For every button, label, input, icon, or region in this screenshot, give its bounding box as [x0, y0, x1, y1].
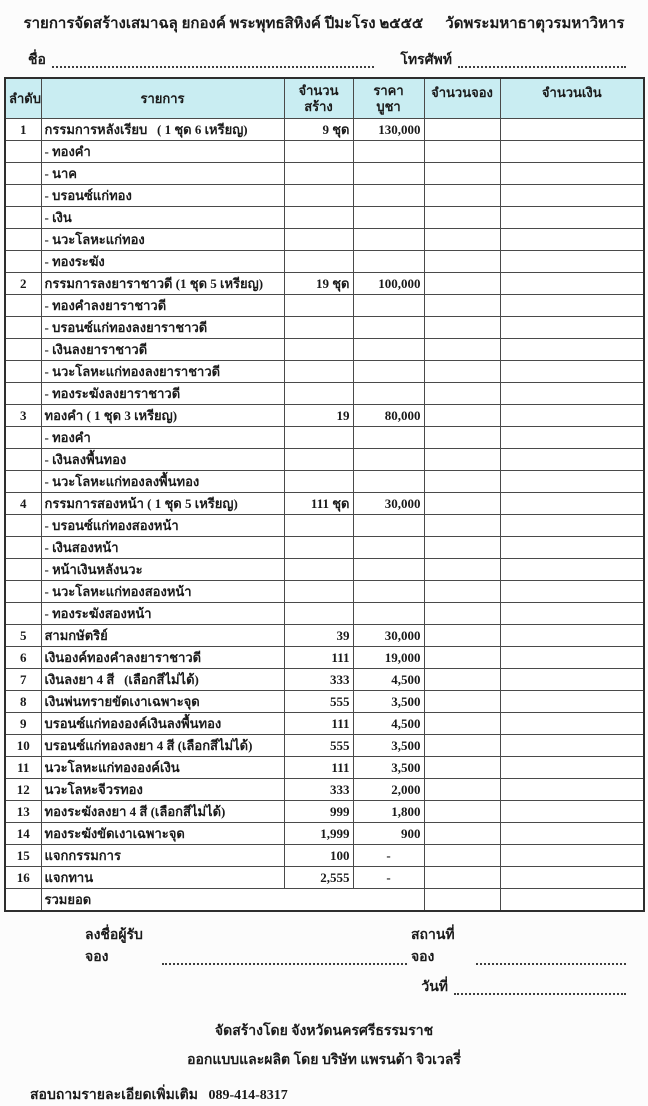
reserve-cell: [424, 493, 500, 515]
reserve-cell: [424, 581, 500, 603]
order-table-rows: [5, 119, 644, 912]
item-cell: - ทองคำ: [41, 427, 284, 449]
total-label: รวมยอด: [41, 889, 424, 912]
amount-cell: [500, 471, 644, 493]
reserve-cell: [424, 339, 500, 361]
reserve-cell: [424, 603, 500, 625]
header-item: รายการ: [41, 78, 284, 119]
amount-cell: [500, 691, 644, 713]
seq-cell: 9: [5, 713, 41, 735]
price-cell: [353, 515, 424, 537]
price-cell: [353, 361, 424, 383]
table-row: [5, 295, 644, 317]
item-cell: สามกษัตริย์: [41, 625, 284, 647]
seq-cell: [5, 141, 41, 163]
qty-cell: 19: [284, 405, 353, 427]
amount-cell: [500, 537, 644, 559]
item-cell: แจกกรรมการ: [41, 845, 284, 867]
reserve-cell: [424, 295, 500, 317]
table-row: [5, 361, 644, 383]
table-row: [5, 229, 644, 251]
qty-cell: [284, 207, 353, 229]
seq-cell: 6: [5, 647, 41, 669]
seq-cell: 16: [5, 867, 41, 889]
reserve-cell: [424, 559, 500, 581]
seq-cell: 12: [5, 779, 41, 801]
date-line: [85, 976, 630, 998]
amount-cell: [500, 889, 644, 912]
seq-cell: [5, 361, 41, 383]
reserve-cell: [424, 229, 500, 251]
reserve-cell: [424, 273, 500, 295]
price-cell: [353, 603, 424, 625]
contact-label: สอบถามรายละเอียดเพิ่มเติม: [30, 1088, 198, 1103]
reserve-cell: [424, 427, 500, 449]
amount-cell: [500, 647, 644, 669]
qty-cell: 333: [284, 779, 353, 801]
seq-cell: 1: [5, 119, 41, 141]
reserve-cell: [424, 757, 500, 779]
seq-cell: 11: [5, 757, 41, 779]
table-row: [5, 317, 644, 339]
item-cell: นวะโลหะจีวรทอง: [41, 779, 284, 801]
amount-cell: [500, 625, 644, 647]
reserve-cell: [424, 361, 500, 383]
phone-fill-line: [458, 65, 626, 68]
table-row: [5, 163, 644, 185]
table-row: [5, 185, 644, 207]
qty-cell: 39: [284, 625, 353, 647]
seq-cell: [5, 207, 41, 229]
price-cell: 3,500: [353, 757, 424, 779]
price-cell: [353, 141, 424, 163]
item-cell: - เงินลงพื้นทอง: [41, 449, 284, 471]
price-cell: [353, 427, 424, 449]
qty-cell: 555: [284, 691, 353, 713]
amount-cell: [500, 867, 644, 889]
item-cell: เงินองค์ทองคำลงยาราชาวดี: [41, 647, 284, 669]
reserve-cell: [424, 119, 500, 141]
price-cell: [353, 317, 424, 339]
qty-cell: 111: [284, 713, 353, 735]
seq-cell: [5, 581, 41, 603]
price-cell: [353, 537, 424, 559]
seq-cell: 8: [5, 691, 41, 713]
reserve-cell: [424, 141, 500, 163]
qty-cell: [284, 361, 353, 383]
qty-cell: [284, 449, 353, 471]
reserve-cell: [424, 251, 500, 273]
amount-cell: [500, 823, 644, 845]
item-cell: - บรอนซ์แก่ทองสองหน้า: [41, 515, 284, 537]
table-row: [5, 383, 644, 405]
reserve-cell: [424, 647, 500, 669]
seq-cell: [5, 185, 41, 207]
reserve-cell: [424, 845, 500, 867]
table-row: [5, 581, 644, 603]
seq-cell: [5, 559, 41, 581]
amount-cell: [500, 119, 644, 141]
table-row: [5, 603, 644, 625]
amount-cell: [500, 757, 644, 779]
qty-cell: [284, 251, 353, 273]
seq-cell: 13: [5, 801, 41, 823]
amount-cell: [500, 163, 644, 185]
amount-cell: [500, 295, 644, 317]
reserve-cell: [424, 867, 500, 889]
price-cell: [353, 295, 424, 317]
item-cell: เงินลงยา 4 สี (เลือกสีไม่ได้): [41, 669, 284, 691]
header-qty-line2: สร้าง: [304, 98, 333, 114]
price-cell: 4,500: [353, 669, 424, 691]
price-cell: 30,000: [353, 625, 424, 647]
seq-cell: [5, 317, 41, 339]
qty-cell: [284, 603, 353, 625]
price-cell: [353, 163, 424, 185]
item-cell: - ทองระฆัง: [41, 251, 284, 273]
amount-cell: [500, 735, 644, 757]
reserve-cell: [424, 163, 500, 185]
item-cell: - ทองคำ: [41, 141, 284, 163]
qty-cell: 9 ชุด: [284, 119, 353, 141]
item-cell: - นวะโลหะแก่ทองลงพื้นทอง: [41, 471, 284, 493]
name-fill-line: [52, 65, 374, 68]
designed-by-line: ออกแบบและผลิต โดย บริษัท แพรนด้า จิวเวลรี่: [187, 1053, 461, 1068]
table-row: [5, 559, 644, 581]
price-cell: -: [353, 845, 424, 867]
table-row: [5, 669, 644, 691]
seq-cell: [5, 471, 41, 493]
qty-cell: [284, 383, 353, 405]
table-row: [5, 757, 644, 779]
item-cell: - บรอนซ์แก่ทอง: [41, 185, 284, 207]
qty-cell: [284, 427, 353, 449]
header-reserve: จำนวนจอง: [424, 78, 500, 119]
price-cell: [353, 581, 424, 603]
seq-cell: 3: [5, 405, 41, 427]
price-cell: 80,000: [353, 405, 424, 427]
reserve-cell: [424, 669, 500, 691]
reserve-cell: [424, 779, 500, 801]
seq-cell: 2: [5, 273, 41, 295]
price-cell: 1,800: [353, 801, 424, 823]
item-cell: กรรมการสองหน้า ( 1 ชุด 5 เหรียญ): [41, 493, 284, 515]
title-temple: วัดพระมหาธาตุวรมหาวิหาร: [445, 16, 625, 32]
seq-cell: [5, 383, 41, 405]
qty-cell: [284, 163, 353, 185]
table-row: [5, 449, 644, 471]
item-cell: - ทองคำลงยาราชาวดี: [41, 295, 284, 317]
total-row: [5, 889, 644, 912]
price-cell: 130,000: [353, 119, 424, 141]
amount-cell: [500, 581, 644, 603]
date-fill-line: [454, 992, 626, 995]
reserve-cell: [424, 383, 500, 405]
seq-cell: [5, 339, 41, 361]
header-row: [5, 78, 644, 119]
price-cell: 3,500: [353, 735, 424, 757]
seq-cell: [5, 427, 41, 449]
header-qty: [284, 78, 353, 119]
made-by-line: จัดสร้างโดย จังหวัดนครศรีธรรมราช: [214, 1024, 434, 1039]
amount-cell: [500, 493, 644, 515]
qty-cell: 19 ชุด: [284, 273, 353, 295]
reserve-cell: [424, 515, 500, 537]
header-price: [353, 78, 424, 119]
item-cell: กรรมการหลังเรียบ ( 1 ชุด 6 เหรียญ): [41, 119, 284, 141]
price-cell: 3,500: [353, 691, 424, 713]
qty-cell: [284, 515, 353, 537]
reserve-cell: [424, 317, 500, 339]
sign-fill-line: [162, 962, 407, 965]
amount-cell: [500, 801, 644, 823]
place-label: สถานที่จอง: [410, 928, 455, 965]
reserve-cell: [424, 405, 500, 427]
table-row: [5, 515, 644, 537]
amount-cell: [500, 383, 644, 405]
price-cell: 30,000: [353, 493, 424, 515]
table-row: [5, 713, 644, 735]
qty-cell: [284, 559, 353, 581]
item-cell: เงินพ่นทรายขัดเงาเฉพาะจุด: [41, 691, 284, 713]
table-row: [5, 405, 644, 427]
table-row: [5, 119, 644, 141]
item-cell: - ทองระฆังสองหน้า: [41, 603, 284, 625]
amount-cell: [500, 229, 644, 251]
amount-cell: [500, 141, 644, 163]
table-row: [5, 845, 644, 867]
price-cell: [353, 207, 424, 229]
item-cell: บรอนซ์แก่ทองลงยา 4 สี (เลือกสีไม่ได้): [41, 735, 284, 757]
seq-cell: [5, 449, 41, 471]
reserve-cell: [424, 625, 500, 647]
amount-cell: [500, 273, 644, 295]
signature-line: [85, 924, 630, 968]
amount-cell: [500, 185, 644, 207]
table-row: [5, 823, 644, 845]
seq-cell: 14: [5, 823, 41, 845]
seq-cell: [5, 251, 41, 273]
item-cell: - บรอนซ์แก่ทองลงยาราชาวดี: [41, 317, 284, 339]
place-fill-line: [476, 962, 626, 965]
amount-cell: [500, 515, 644, 537]
qty-cell: 2,555: [284, 867, 353, 889]
table-row: [5, 691, 644, 713]
header-seq: ลำดับ: [5, 78, 41, 119]
amount-cell: [500, 251, 644, 273]
document-page: [0, 11, 648, 1103]
order-table: [4, 77, 645, 912]
qty-cell: [284, 317, 353, 339]
table-row: [5, 867, 644, 889]
price-cell: 100,000: [353, 273, 424, 295]
qty-cell: [284, 229, 353, 251]
table-row: [5, 471, 644, 493]
table-row: [5, 251, 644, 273]
reserve-cell: [424, 471, 500, 493]
qty-cell: 100: [284, 845, 353, 867]
item-cell: นวะโลหะแก่ทององค์เงิน: [41, 757, 284, 779]
table-row: [5, 647, 644, 669]
item-cell: บรอนซ์แก่ทององค์เงินลงพื้นทอง: [41, 713, 284, 735]
seq-cell: 15: [5, 845, 41, 867]
price-cell: 2,000: [353, 779, 424, 801]
seq-cell: [5, 537, 41, 559]
table-row: [5, 625, 644, 647]
qty-cell: 111: [284, 757, 353, 779]
seq-cell: 10: [5, 735, 41, 757]
header-qty-line1: จำนวน: [298, 82, 339, 98]
reserve-cell: [424, 801, 500, 823]
item-cell: ทองคำ ( 1 ชุด 3 เหรียญ): [41, 405, 284, 427]
price-cell: [353, 185, 424, 207]
header-price-line2: บูชา: [376, 98, 401, 114]
price-cell: [353, 471, 424, 493]
contact-spacer: [198, 1088, 209, 1103]
reserve-cell: [424, 735, 500, 757]
name-phone-line: [28, 49, 630, 71]
order-table-header: [5, 78, 644, 119]
seq-cell: [5, 603, 41, 625]
qty-cell: [284, 471, 353, 493]
table-row: [5, 427, 644, 449]
table-row: [5, 207, 644, 229]
qty-cell: [284, 141, 353, 163]
reserve-cell: [424, 449, 500, 471]
item-cell: แจกทาน: [41, 867, 284, 889]
item-cell: - นวะโลหะแก่ทองสองหน้า: [41, 581, 284, 603]
table-row: [5, 801, 644, 823]
price-cell: 900: [353, 823, 424, 845]
header-amount: จำนวนเงิน: [500, 78, 644, 119]
contact-line: [30, 1084, 648, 1106]
header-price-line1: ราคา: [373, 82, 404, 98]
item-cell: ทองระฆังขัดเงาเฉพาะจุด: [41, 823, 284, 845]
table-row: [5, 735, 644, 757]
amount-cell: [500, 427, 644, 449]
reserve-cell: [424, 207, 500, 229]
qty-cell: [284, 185, 353, 207]
page-title: [0, 11, 648, 35]
table-row: [5, 537, 644, 559]
amount-cell: [500, 405, 644, 427]
amount-cell: [500, 207, 644, 229]
seq-cell: [5, 889, 41, 912]
qty-cell: 555: [284, 735, 353, 757]
reserve-cell: [424, 713, 500, 735]
qty-cell: 111: [284, 647, 353, 669]
reserve-cell: [424, 823, 500, 845]
table-row: [5, 141, 644, 163]
amount-cell: [500, 339, 644, 361]
qty-cell: 999: [284, 801, 353, 823]
price-cell: -: [353, 867, 424, 889]
item-cell: - เงินลงยาราชาวดี: [41, 339, 284, 361]
qty-cell: [284, 295, 353, 317]
amount-cell: [500, 449, 644, 471]
item-cell: - หน้าเงินหลังนวะ: [41, 559, 284, 581]
reserve-cell: [424, 537, 500, 559]
name-label: ชื่อ: [28, 53, 46, 68]
amount-cell: [500, 603, 644, 625]
qty-cell: [284, 581, 353, 603]
item-cell: - นวะโลหะแก่ทองลงยาราชาวดี: [41, 361, 284, 383]
reserve-cell: [424, 691, 500, 713]
amount-cell: [500, 713, 644, 735]
table-row: [5, 339, 644, 361]
price-cell: 4,500: [353, 713, 424, 735]
amount-cell: [500, 779, 644, 801]
amount-cell: [500, 669, 644, 691]
item-cell: - นวะโลหะแก่ทอง: [41, 229, 284, 251]
sign-label: ลงชื่อผู้รับจอง: [85, 928, 143, 965]
price-cell: [353, 339, 424, 361]
price-cell: [353, 383, 424, 405]
seq-cell: [5, 295, 41, 317]
contact-phone: 089-414-8317: [208, 1088, 288, 1103]
seq-cell: 4: [5, 493, 41, 515]
seq-cell: 7: [5, 669, 41, 691]
seq-cell: [5, 229, 41, 251]
qty-cell: 111 ชุด: [284, 493, 353, 515]
table-row: [5, 493, 644, 515]
price-cell: [353, 229, 424, 251]
item-cell: - เงิน: [41, 207, 284, 229]
item-cell: กรรมการลงยาราชาวดี (1 ชุด 5 เหรียญ): [41, 273, 284, 295]
table-row: [5, 779, 644, 801]
item-cell: - นาค: [41, 163, 284, 185]
qty-cell: 333: [284, 669, 353, 691]
price-cell: [353, 251, 424, 273]
price-cell: 19,000: [353, 647, 424, 669]
price-cell: [353, 449, 424, 471]
seq-cell: [5, 163, 41, 185]
reserve-cell: [424, 185, 500, 207]
reserve-cell: [424, 889, 500, 912]
price-cell: [353, 559, 424, 581]
amount-cell: [500, 845, 644, 867]
item-cell: - เงินสองหน้า: [41, 537, 284, 559]
date-label: วันที่: [421, 980, 448, 995]
table-row: [5, 273, 644, 295]
phone-label: โทรศัพท์: [400, 53, 452, 68]
item-cell: - ทองระฆังลงยาราชาวดี: [41, 383, 284, 405]
seq-cell: 5: [5, 625, 41, 647]
amount-cell: [500, 317, 644, 339]
amount-cell: [500, 361, 644, 383]
qty-cell: [284, 537, 353, 559]
title-main: รายการจัดสร้างเสมาฉลุ ยกองค์ พระพุทธสิหิงค์ ปีมะโรง ๒๕๕๕: [23, 16, 424, 32]
item-cell: ทองระฆังลงยา 4 สี (เลือกสีไม่ได้): [41, 801, 284, 823]
qty-cell: [284, 339, 353, 361]
qty-cell: 1,999: [284, 823, 353, 845]
amount-cell: [500, 559, 644, 581]
seq-cell: [5, 515, 41, 537]
